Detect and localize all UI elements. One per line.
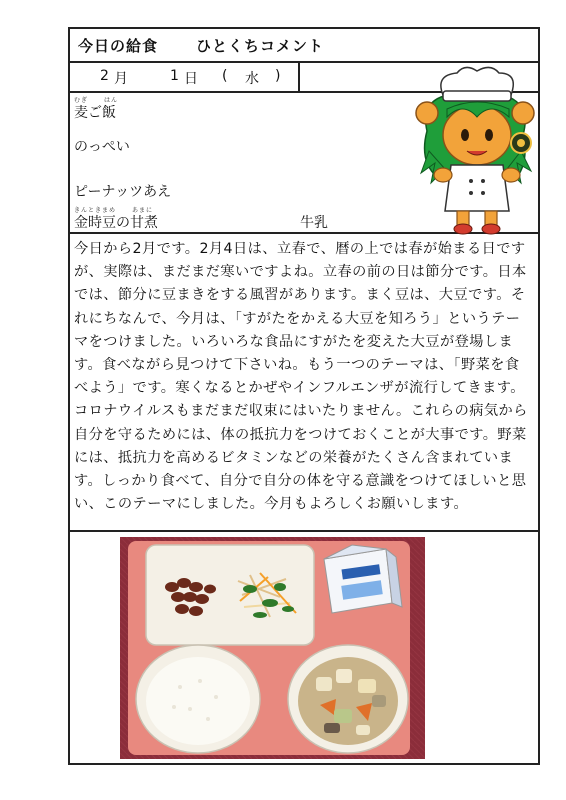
chef-mascot-icon xyxy=(413,65,539,237)
comment-text: 今日から2月です。2月4日は、立春で、暦の上では春が始まる日ですが、実際は、まだまだ寒いですよね。立春の前の日は節分です。日本では、節分に豆まきをする風習があります。まく豆は、大豆です。それにちなんで、今月は、「すがたをかえる大豆を知ろう」というテーマをつけました。いろいろな食品にすがたを変えた大豆が登場します。食べながら見つけて下さいね。もう一つのテーマは、「野菜を食べよう」です。寒くなるとかぜやインフルエンザが流行してきます。コロナウイルスもまだまだ収束にはいたりません。これらの病気から自分を守るためには、体の抵抗力をつけておくことが大事です。野菜には、抵抗力を高めるビタミンなどの栄養がたくさん含まれています。しっかり食べて、自分で自分の体を守る意識をつけてほしいと思い、このテーマにしました。今月もよろしくお願いします。 xyxy=(74,241,528,513)
date-day-unit: 日 xyxy=(184,71,198,87)
lunch-sheet xyxy=(68,27,540,765)
menu-item-peanut-aemono: ピーナッツあえ xyxy=(74,184,172,200)
furigana-han: はん xyxy=(104,97,119,104)
page-subtitle: ひとくちコメント xyxy=(196,37,325,55)
weekday-open-paren: ( xyxy=(222,68,228,84)
menu-item-kintoki-beans: 金時豆の甘煮 xyxy=(74,215,158,231)
header-row xyxy=(70,29,538,63)
comment-box xyxy=(70,234,538,532)
furigana-mugi: むぎ xyxy=(74,97,89,104)
page-title: 今日の給食 xyxy=(78,37,159,55)
lunch-photo xyxy=(120,537,425,759)
date-month: 2 xyxy=(100,68,109,84)
date-month-unit: 月 xyxy=(114,71,128,87)
weekday-close-paren: ) xyxy=(275,68,281,84)
menu-item-milk: 牛乳 xyxy=(300,215,328,231)
date-day: 1 xyxy=(170,68,179,84)
date-weekday: 水 xyxy=(245,71,259,87)
furigana-kintoki: きんときまめ xyxy=(74,207,117,214)
date-cell xyxy=(70,63,300,91)
menu-item-noppei: のっぺい xyxy=(74,139,130,155)
menu-item-rice: 麦ご飯 xyxy=(74,105,116,121)
milk-carton-icon xyxy=(324,545,402,613)
furigana-amani: あまに xyxy=(132,207,154,214)
